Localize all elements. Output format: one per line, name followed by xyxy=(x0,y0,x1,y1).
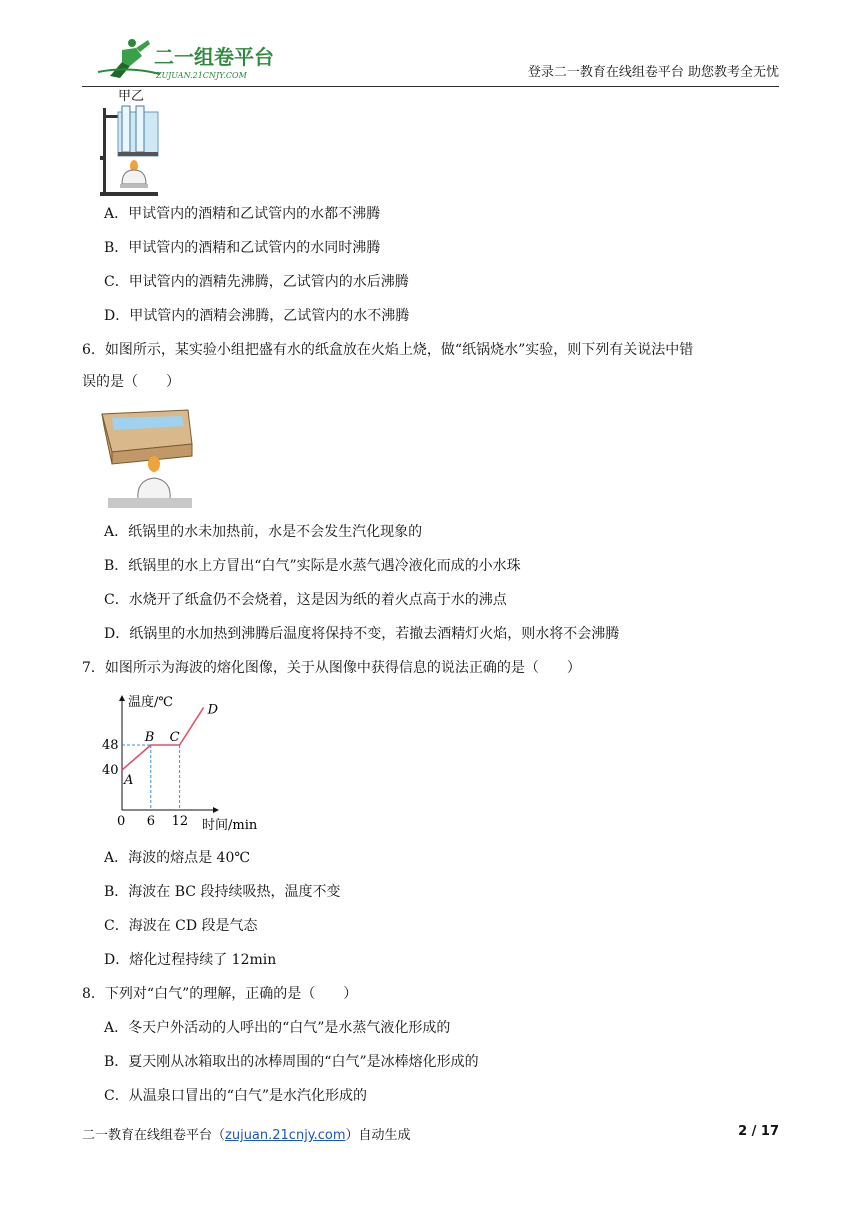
x-tick-6: 6 xyxy=(146,814,156,829)
header-slogan: 登录二一教育在线组卷平台 助您教考全无忧 xyxy=(527,65,779,80)
footer-site-link[interactable]: zujuan.21cnjy.com xyxy=(225,1128,346,1143)
y-axis-label: 温度/℃ xyxy=(128,695,173,710)
q5-option-c: C．甲试管内的酒精先沸腾，乙试管内的水后沸腾 xyxy=(104,274,409,290)
point-label-b: B xyxy=(144,730,155,745)
point-label-a: A xyxy=(124,773,134,788)
q7-stem: 7．如图所示为海波的熔化图像，关于从图像中获得信息的说法正确的是（ ） xyxy=(82,660,581,676)
q6-option-b: B．纸锅里的水上方冒出“白气”实际是水蒸气遇冷液化而成的小水珠 xyxy=(104,558,521,574)
page-header xyxy=(82,30,779,87)
page-footer xyxy=(82,1124,779,1146)
footer-credit xyxy=(82,1124,411,1143)
q5-figure xyxy=(100,86,162,198)
footer-suffix: ）自动生成 xyxy=(345,1128,411,1143)
site-logo xyxy=(90,36,280,82)
point-label-d: D xyxy=(207,702,219,718)
q7-option-d: D．熔化过程持续了 12min xyxy=(104,952,277,968)
q5-option-d: D．甲试管内的酒精会沸腾，乙试管内的水不沸腾 xyxy=(104,308,410,324)
footer-prefix: 二一教育在线组卷平台（ xyxy=(82,1128,226,1143)
q7-option-c: C．海波在 CD 段是气态 xyxy=(104,918,258,934)
q5-option-a: A．甲试管内的酒精和乙试管内的水都不沸腾 xyxy=(104,206,381,222)
page-number: 2 / 17 xyxy=(738,1124,779,1139)
q6-stem-line1: 6．如图所示，某实验小组把盛有水的纸盒放在火焰上烧，做“纸锅烧水”实验，则下列有关说法中错 xyxy=(82,342,694,358)
point-label-c: C xyxy=(169,730,180,745)
q7-option-b: B．海波在 BC 段持续吸热，温度不变 xyxy=(104,884,341,900)
q6-stem-line2: 误的是（ ） xyxy=(82,374,180,390)
q7-melting-graph xyxy=(100,688,270,836)
q8-option-a: A．冬天户外活动的人呼出的“白气”是水蒸气液化形成的 xyxy=(104,1020,451,1036)
x-tick-12: 12 xyxy=(171,814,189,829)
x-axis-label: 时间/min xyxy=(202,818,258,833)
q7-option-a: A．海波的熔点是 40℃ xyxy=(104,850,251,866)
y-tick-48: 48 xyxy=(102,738,119,753)
q6-option-c: C．水烧开了纸盒仍不会烧着，这是因为纸的着火点高于水的沸点 xyxy=(104,592,507,608)
q8-option-b: B．夏天刚从冰箱取出的冰棒周围的“白气”是冰棒熔化形成的 xyxy=(104,1054,479,1070)
runner-icon xyxy=(98,39,160,78)
q6-option-a: A．纸锅里的水未加热前，水是不会发生汽化现象的 xyxy=(104,524,423,540)
q8-stem: 8．下列对“白气”的理解，正确的是（ ） xyxy=(82,986,358,1002)
y-tick-40: 40 xyxy=(102,763,119,778)
q5-option-b: B．甲试管内的酒精和乙试管内的水同时沸腾 xyxy=(104,240,381,256)
melting-curve xyxy=(122,708,204,771)
logo-subtext: ZUJUAN.21CNJY.COM xyxy=(156,71,247,80)
q5-figure-label: 甲乙 xyxy=(118,89,145,104)
q8-option-c: C．从温泉口冒出的“白气”是水汽化形成的 xyxy=(104,1088,368,1104)
q6-figure xyxy=(98,404,198,510)
q6-option-d: D．纸锅里的水加热到沸腾后温度将保持不变，若撤去酒精灯火焰，则水将不会沸腾 xyxy=(104,626,620,642)
origin-label: 0 xyxy=(117,814,126,829)
logo-text: 二一组卷平台 xyxy=(154,45,274,69)
